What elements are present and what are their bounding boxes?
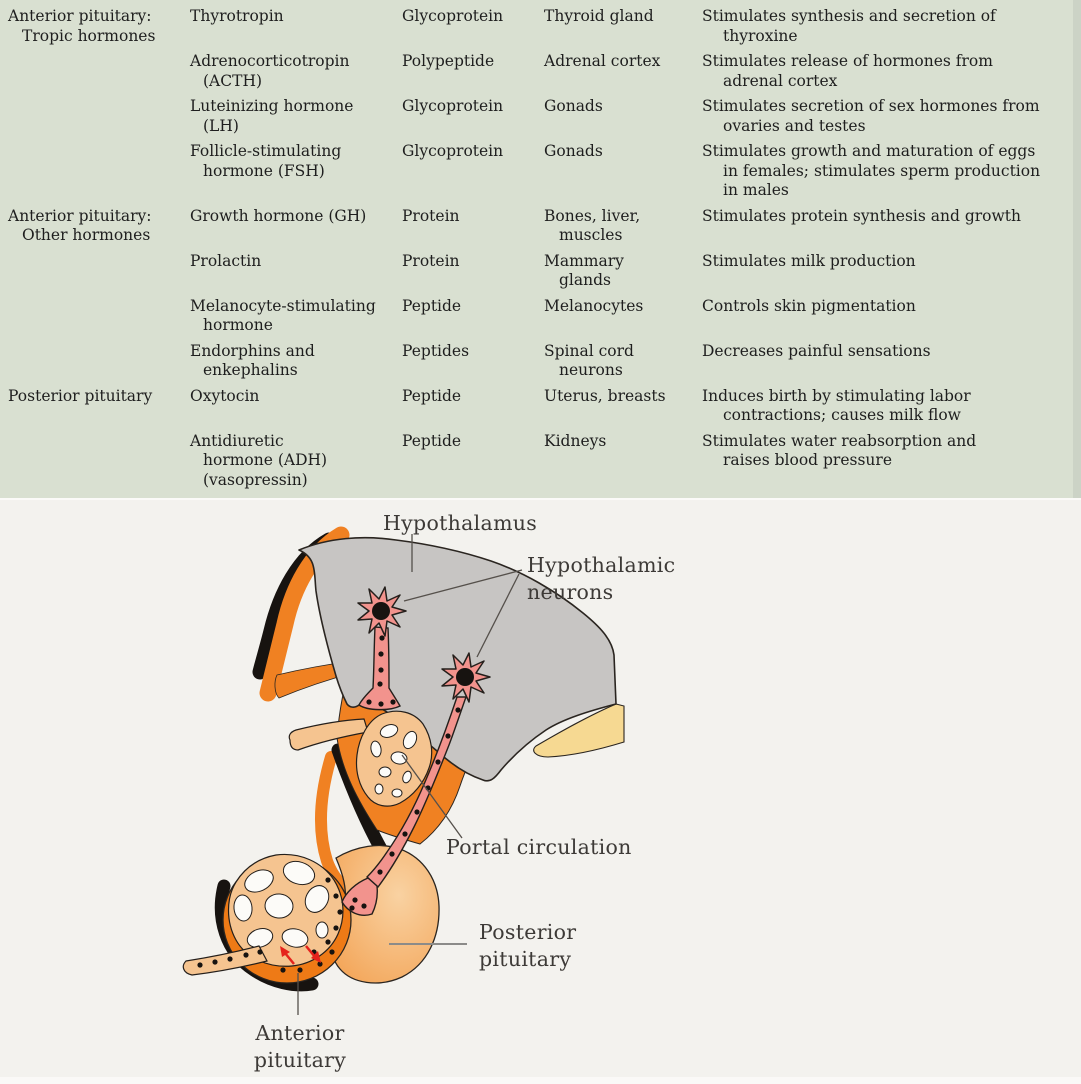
hormone-cell: Adrenocorticotropin (ACTH) bbox=[190, 52, 350, 90]
action-cell: Controls skin pigmentation bbox=[702, 296, 916, 315]
label-posterior-pituitary: Posterior pituitary bbox=[479, 920, 577, 971]
target-cell: Gonads bbox=[544, 97, 603, 115]
action-cell: Decreases painful sensations bbox=[702, 341, 931, 360]
row-group-label-empty bbox=[8, 342, 190, 387]
neuron-nucleus bbox=[372, 602, 390, 620]
table-right-edge-strip bbox=[1073, 0, 1081, 498]
hypothalamus-pituitary-diagram bbox=[0, 498, 1081, 1084]
action-cell: Stimulates synthesis and secretion of thyroxine bbox=[702, 7, 996, 45]
label-hypothalamus: Hypothalamus bbox=[383, 511, 538, 535]
row-group-label-empty bbox=[8, 97, 190, 142]
row-group-label-empty bbox=[8, 142, 190, 207]
table-grid bbox=[8, 7, 1068, 496]
hormone-cell: Endorphins and enkephalins bbox=[190, 341, 315, 379]
row-group-label: Anterior pituitary: Other hormones bbox=[8, 206, 152, 244]
row-group-label-empty bbox=[8, 297, 190, 342]
target-cell: Mammary glands bbox=[544, 251, 624, 289]
action-cell: Stimulates secretion of sex hormones from ovaries and testes bbox=[702, 97, 1040, 135]
chemical-class-cell: Protein bbox=[402, 206, 460, 225]
target-cell: Kidneys bbox=[544, 431, 607, 450]
hormone-cell: Prolactin bbox=[190, 251, 262, 270]
chemical-class-cell: Peptide bbox=[402, 431, 462, 450]
chemical-class-cell: Polypeptide bbox=[402, 52, 495, 70]
chemical-class-cell: Peptides bbox=[402, 341, 470, 360]
label-hypothalamic-neurons: Hypothalamic neurons bbox=[527, 553, 676, 604]
action-cell: Stimulates protein synthesis and growth bbox=[702, 206, 1021, 225]
hormone-cell: Oxytocin bbox=[190, 386, 260, 405]
target-cell: Uterus, breasts bbox=[544, 386, 666, 405]
chemical-class-cell: Glycoprotein bbox=[402, 97, 504, 115]
row-group-label-empty bbox=[8, 432, 190, 497]
bottom-edge-strip bbox=[0, 1077, 1081, 1084]
target-cell: Bones, liver, muscles bbox=[544, 206, 641, 244]
chemical-class-cell: Glycoprotein bbox=[402, 142, 504, 160]
target-cell: Spinal cord neurons bbox=[544, 341, 634, 379]
pituitary-hormone-table bbox=[0, 0, 1081, 498]
action-cell: Stimulates release of hormones from adrenal cortex bbox=[702, 52, 993, 90]
hormone-cell: Follicle-stimulating hormone (FSH) bbox=[190, 142, 342, 180]
hormone-cell: Antidiuretic hormone (ADH) (vasopressin) bbox=[190, 431, 328, 489]
action-cell: Stimulates water reabsorption and raises blood pressure bbox=[702, 431, 977, 469]
chemical-class-cell: Protein bbox=[402, 251, 460, 270]
hormone-cell: Growth hormone (GH) bbox=[190, 206, 367, 225]
row-group-label: Anterior pituitary: Tropic hormones bbox=[8, 7, 156, 45]
target-cell: Adrenal cortex bbox=[544, 52, 661, 70]
hormone-cell: Thyrotropin bbox=[190, 7, 284, 25]
target-cell: Thyroid gland bbox=[544, 7, 654, 25]
chemical-class-cell: Glycoprotein bbox=[402, 7, 504, 25]
chemical-class-cell: Peptide bbox=[402, 386, 462, 405]
action-cell: Stimulates milk production bbox=[702, 251, 916, 270]
target-cell: Melanocytes bbox=[544, 296, 644, 315]
action-cell: Stimulates growth and maturation of eggs in females; stimulates sperm production in males bbox=[702, 142, 1041, 199]
hormone-cell: Melanocyte-stimulating hormone bbox=[190, 296, 376, 334]
row-group-label-empty bbox=[8, 52, 190, 97]
label-anterior-pituitary: Anterior pituitary bbox=[253, 1021, 347, 1072]
action-cell: Induces birth by stimulating labor contractions; causes milk flow bbox=[702, 386, 971, 424]
row-group-label-empty bbox=[8, 252, 190, 297]
target-cell: Gonads bbox=[544, 142, 603, 160]
hormone-cell: Luteinizing hormone (LH) bbox=[190, 97, 354, 135]
row-group-label: Posterior pituitary bbox=[8, 386, 153, 405]
neuron-nucleus bbox=[456, 668, 474, 686]
label-portal-circulation: Portal circulation bbox=[446, 835, 632, 859]
chemical-class-cell: Peptide bbox=[402, 296, 462, 315]
